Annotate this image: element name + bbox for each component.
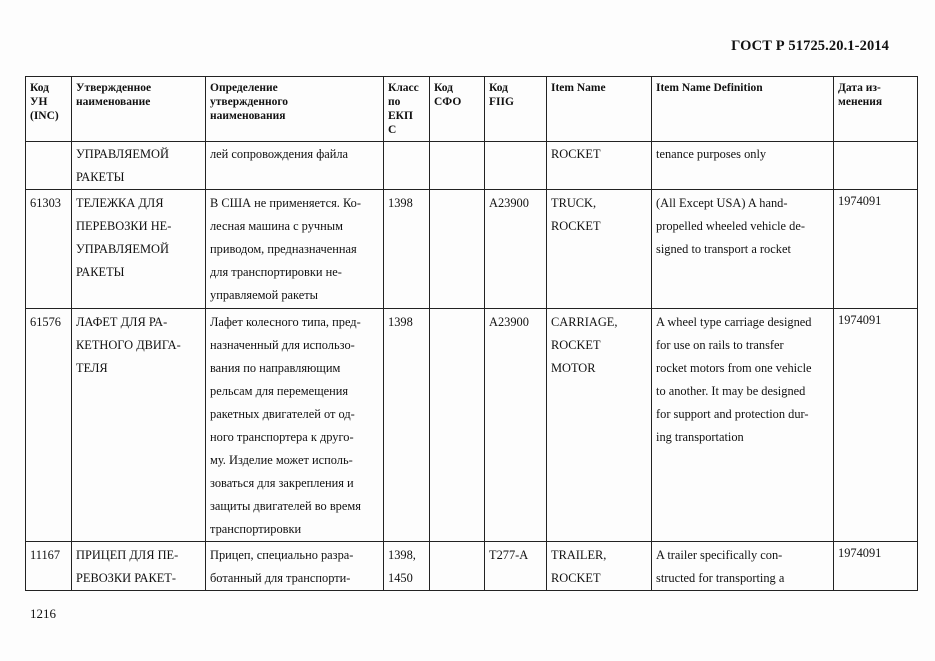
col-fiig-cell: A23900 [485,309,547,542]
cell-line: 1398 [388,315,413,329]
col-approved-name-cell [72,309,206,542]
cell-line: УН [30,96,48,108]
cell-line: Утвержденное [76,82,152,94]
cell-line: лей сопровождения файла [210,147,349,161]
cell-line: Item Name Definition [656,82,763,94]
col-approved-name-cell [72,190,206,309]
cell-line: ing transportation [656,430,744,444]
cell-line: по [388,96,401,108]
col-item-name-cell [547,142,652,190]
cell-line: Item Name [551,82,606,94]
cell-line: Прицеп, специально разра- [210,548,354,562]
table-row [26,309,918,542]
page-number: 1216 [30,606,56,621]
cell-line: Код [489,82,509,94]
cell-line: to another. It may be designed [656,384,806,398]
col-change-date-cell: 1974091 [834,542,918,591]
col-item-name-cell [547,309,652,542]
cell-line: СФО [434,96,462,108]
cell-line: УПРАВЛЯЕМОЙ [76,242,169,256]
col-change-date-cell: 1974091 [834,190,918,309]
cell-line: назначенный для использо- [210,338,355,352]
col-item-name-definition-cell [652,542,834,591]
cell-line: Код [30,82,50,94]
cell-line: РЕВОЗКИ РАКЕТ- [76,571,176,585]
cell-line: 1398, [388,548,416,562]
cell-line: зоваться для закрепления и [210,476,354,490]
cell-line: му. Изделие может исполь- [210,453,353,467]
col-sfo-header [430,77,485,142]
col-inc-header [26,77,72,142]
cell-line: structed for transporting a [656,571,785,585]
col-change-date-cell [834,142,918,190]
cell-line: наименование [76,96,151,108]
cell-line: ROCKET [551,219,601,233]
cell-line: приводом, предназначенная [210,242,357,256]
col-definition-header [206,77,384,142]
cell-line: signed to transport a rocket [656,242,791,256]
col-item-name-cell [547,542,652,591]
cell-line: 1450 [388,571,413,585]
cell-line: for use on rails to transfer [656,338,784,352]
cell-line: for support and protection dur- [656,407,809,421]
cell-line: TRUCK, [551,196,597,210]
cell-line: для транспортировки не- [210,265,342,279]
cell-line: КЕТНОГО ДВИГА- [76,338,181,352]
cell-line: ROCKET [551,338,601,352]
col-sfo-cell [430,309,485,542]
cell-line: Код [434,82,454,94]
cell-line: наименования [210,110,286,122]
col-change-date-cell: 1974091 [834,309,918,542]
col-class-cell [384,309,430,542]
col-fiig-cell: A23900 [485,190,547,309]
cell-line: CARRIAGE, [551,315,618,329]
cell-line: утвержденного [210,96,289,108]
table-row [26,142,918,190]
cell-line: транспортировки [210,522,302,536]
cell-line: ТЕЛЯ [76,361,108,375]
col-item-name-cell [547,190,652,309]
header-row [26,77,918,142]
col-change-date-header [834,77,918,142]
cell-line: ного транспортера к друго- [210,430,354,444]
col-class-cell [384,142,430,190]
col-item-name-definition-cell [652,190,834,309]
col-item-name-definition-header [652,77,834,142]
cell-line: ROCKET [551,147,601,161]
cell-line: ботанный для транспорти- [210,571,351,585]
col-inc-cell: 61303 [26,190,72,309]
cell-line: MOTOR [551,361,596,375]
cell-line: A wheel type carriage designed [656,315,812,329]
col-class-header [384,77,430,142]
cell-line: Лафет колесного типа, пред- [210,315,361,329]
col-inc-cell: 61576 [26,309,72,542]
col-fiig-cell [485,142,547,190]
cell-line: защиты двигателей во время [210,499,361,513]
col-approved-name-cell [72,542,206,591]
cell-line: УПРАВЛЯЕМОЙ [76,147,169,161]
cell-line: FIIG [489,96,514,108]
cell-line: ЛАФЕТ ДЛЯ РА- [76,315,168,329]
cell-line: Дата из- [838,82,881,94]
col-definition-cell [206,190,384,309]
table-body [26,142,918,591]
cell-line: В США не применяется. Ко- [210,196,361,210]
col-definition-cell [206,142,384,190]
col-approved-name-cell [72,142,206,190]
cell-line: ракетных двигателей от од- [210,407,355,421]
col-class-cell [384,190,430,309]
table-row [26,190,918,309]
cell-line: rocket motors from one vehicle [656,361,812,375]
cell-line: 1398 [388,196,413,210]
col-item-name-definition-cell [652,309,834,542]
col-inc-cell [26,142,72,190]
cell-line: ЕКП [388,110,413,122]
cell-line: ПРИЦЕП ДЛЯ ПЕ- [76,548,179,562]
cell-line: propelled wheeled vehicle de- [656,219,805,233]
cell-line: TRAILER, [551,548,607,562]
cell-line: С [388,124,397,136]
col-item-name-header [547,77,652,142]
cell-line: A trailer specifically con- [656,548,783,562]
table-row [26,542,918,591]
col-sfo-cell [430,542,485,591]
cell-line: рельсам для перемещения [210,384,349,398]
col-inc-cell: 11167 [26,542,72,591]
cell-line: РАКЕТЫ [76,265,125,279]
cell-line: Определение [210,82,278,94]
col-sfo-cell [430,190,485,309]
cell-line: РАКЕТЫ [76,170,125,184]
cell-line: (INC) [30,110,59,122]
col-sfo-cell [430,142,485,190]
cell-line: лесная машина с ручным [210,219,343,233]
cell-line: ROCKET [551,571,601,585]
cell-line: менения [838,96,883,108]
col-item-name-definition-cell [652,142,834,190]
cell-line: управляемой ракеты [210,288,319,302]
col-class-cell [384,542,430,591]
col-definition-cell [206,542,384,591]
document-code: ГОСТ Р 51725.20.1-2014 [731,38,889,54]
col-fiig-header [485,77,547,142]
cell-line: tenance purposes only [656,147,767,161]
cell-line: вания по направляющим [210,361,341,375]
col-definition-cell [206,309,384,542]
col-fiig-cell: T277-A [485,542,547,591]
col-approved-name-header [72,77,206,142]
cell-line: ТЕЛЕЖКА ДЛЯ [76,196,164,210]
cell-line: (All Except USA) A hand- [656,196,788,210]
cell-line: Класс [388,82,419,94]
catalog-table [25,76,918,591]
cell-line: ПЕРЕВОЗКИ НЕ- [76,219,172,233]
